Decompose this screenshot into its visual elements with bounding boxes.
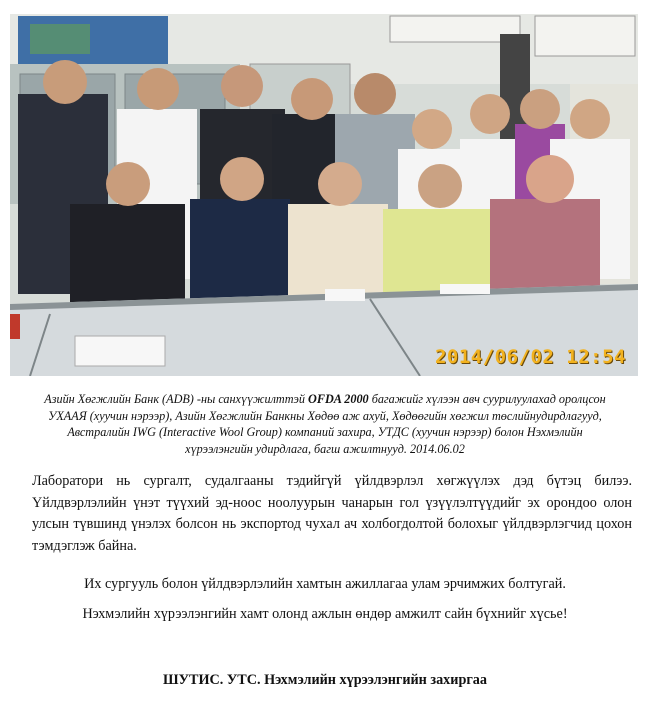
main-paragraph: Лаборатори нь сургалт, судалгааны тэдийгүй үйлдвэрлэл хөгжүүлэх дэд бүтэц билээ. Үйлдвэрлэлийн үнэт түүхий эд-ноос ноолуурын чанарын гол үзүүлэлтүүдийг эх орондоо олон улсын түвшинд үнэлэх болсон нь экспортод чухал ач холбогдолтой болохыг үйлдвэрлэгчид цохон тэмдэглэж байна. — [32, 473, 632, 554]
photo-caption — [14, 391, 636, 457]
caption-line-1-pre: Азийн Хөгжлийн Банк (ADB) -ны санхүүжилттэй — [44, 392, 309, 406]
photo-timestamp: 2014/06/02 12:54 — [434, 346, 626, 368]
caption-line-3: Австралийн IWG (Interactive Wool Group) компаний захира, УТДС (хуучин нэрээр) болон Нэхмэлийн — [67, 425, 583, 439]
group-photo — [10, 14, 638, 376]
caption-line-1 — [14, 391, 636, 408]
caption-line-4: хүрээлэнгийн удирдлага, багш ажилтнууд. 2014.06.02 — [185, 441, 465, 456]
caption-line-2: УХААЯ (хуучин нэрээр), Азийн Хөгжлийн Банкны Хөдөө аж ахуй, Хөдөөгийн хөгжил төслийнудирдлагууд, — [48, 408, 602, 423]
signature-line: ШУТИС. УТС. Нэхмэлийн хүрээлэнгийн захиргаа — [163, 672, 487, 688]
wish-line-2: Нэхмэлийн хүрээлэнгийн хамт олонд ажлын өндөр амжилт сайн бүхнийг хүсье! — [82, 606, 568, 622]
caption-line-1-post: багажийг хүлээн авч суурилуулахад оролцсон — [368, 392, 606, 406]
group-photo-illustration — [10, 14, 638, 376]
wish-line-1: Их сургууль болон үйлдвэрлэлийн хамтын ажиллагаа улам эрчимжих болтугай. — [84, 576, 566, 592]
caption-instrument-name: OFDA 2000 — [308, 392, 369, 406]
